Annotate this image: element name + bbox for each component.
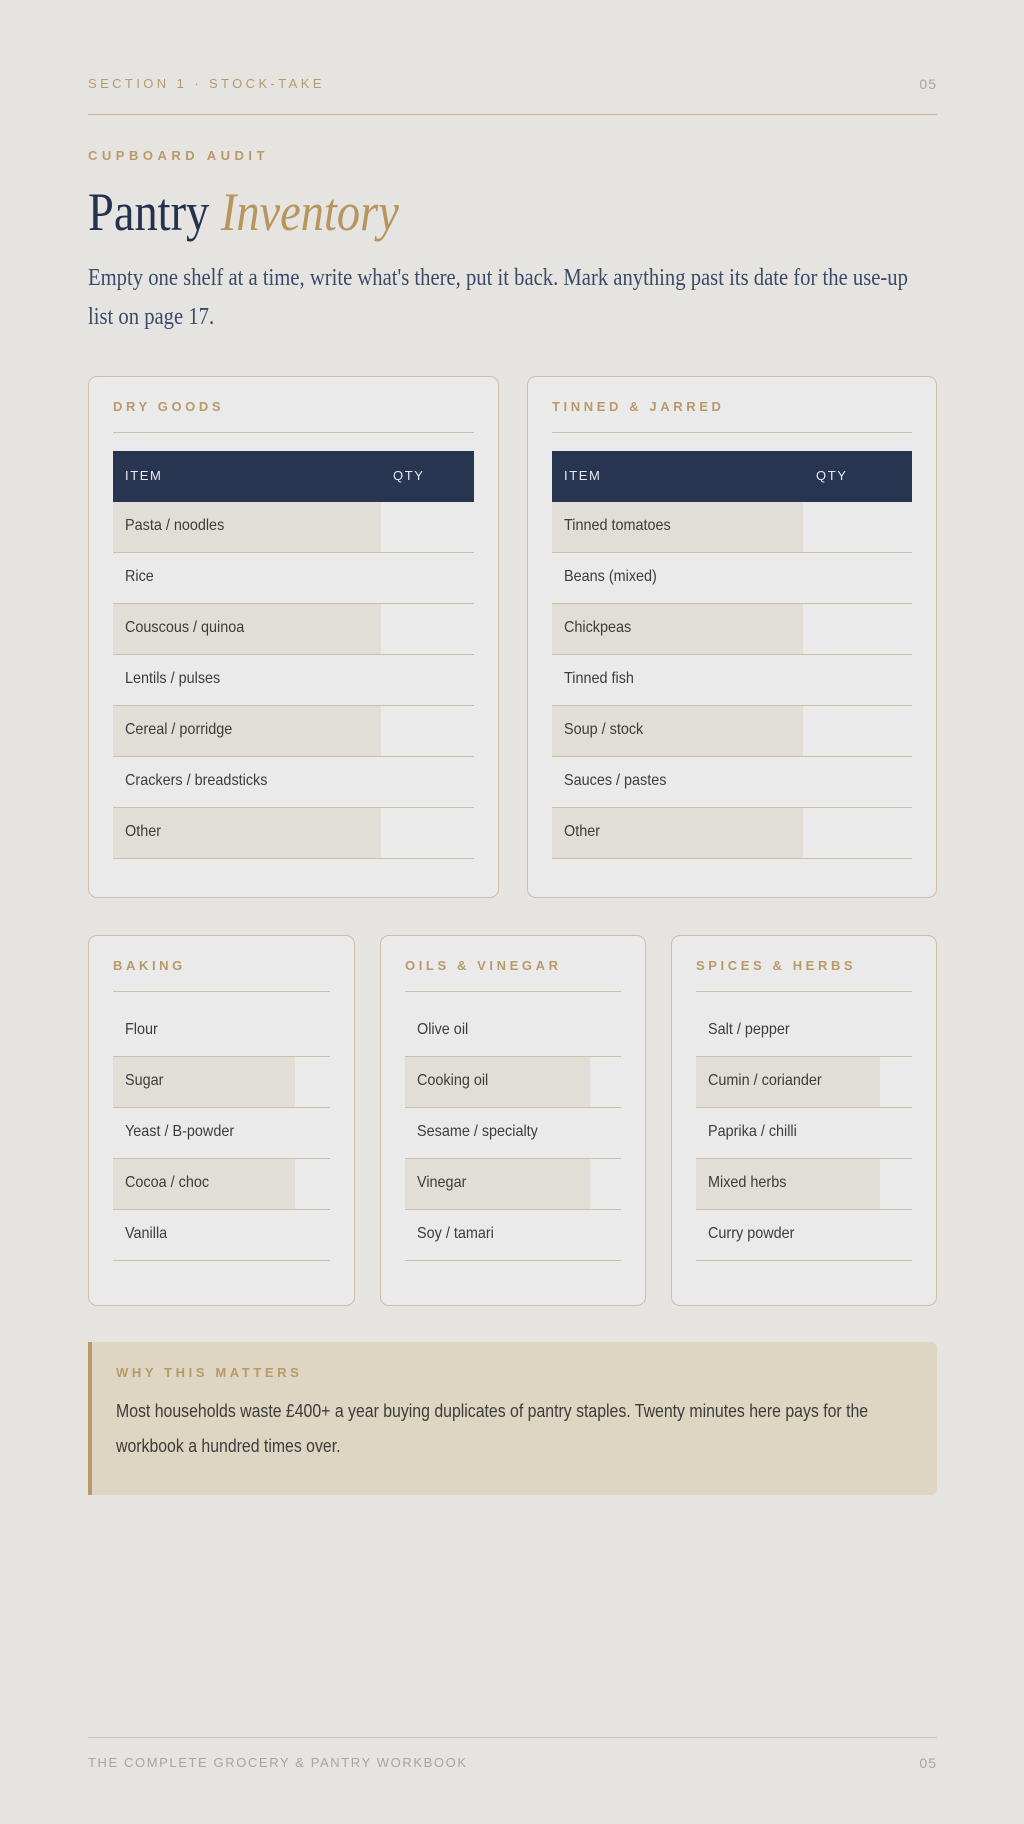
- card-divider: [113, 991, 330, 992]
- list-item[interactable]: [405, 1108, 621, 1159]
- list-item[interactable]: [696, 1108, 912, 1159]
- card-baking: [88, 935, 355, 1306]
- item-column-header: ITEM: [125, 468, 163, 483]
- table-row[interactable]: [552, 502, 912, 553]
- item-label: Salt / pepper: [708, 1021, 790, 1038]
- table-row[interactable]: [552, 706, 912, 757]
- footer-workbook-title: THE COMPLETE GROCERY & PANTRY WORKBOOK: [88, 1755, 468, 1770]
- callout-body: Most households waste £400+ a year buying duplicates of pantry staples. Twenty minutes here pays for the workbook a hundred times over.: [116, 1401, 869, 1456]
- table-header: [113, 451, 474, 502]
- list-item[interactable]: [113, 1006, 330, 1057]
- card-divider: [552, 432, 912, 433]
- item-label: Sauces / pastes: [564, 772, 667, 789]
- item-label: Rice: [125, 568, 154, 585]
- item-label: Tinned fish: [564, 670, 634, 687]
- table-row[interactable]: [113, 604, 474, 655]
- item-label: Sugar: [125, 1072, 164, 1089]
- list-item[interactable]: [696, 1057, 912, 1108]
- page-footer: [88, 1737, 937, 1778]
- item-label: Soy / tamari: [417, 1225, 494, 1242]
- card-dry-goods: [88, 376, 499, 898]
- item-label: Other: [125, 823, 162, 840]
- item-label: Sesame / specialty: [417, 1123, 538, 1140]
- item-label: Tinned tomatoes: [564, 517, 671, 534]
- footer-page-number: 05: [919, 1755, 937, 1771]
- list-item[interactable]: [113, 1159, 330, 1210]
- card-oils-vinegar: [380, 935, 646, 1306]
- item-label: Chickpeas: [564, 619, 632, 636]
- card-title: OILS & VINEGAR: [405, 958, 562, 973]
- item-label: Paprika / chilli: [708, 1123, 797, 1140]
- item-label: Cocoa / choc: [125, 1174, 210, 1191]
- list-item[interactable]: [696, 1006, 912, 1057]
- item-label: Pasta / noodles: [125, 517, 225, 534]
- item-label: Beans (mixed): [564, 568, 657, 585]
- card-title: TINNED & JARRED: [552, 399, 725, 414]
- header-page-number: 05: [919, 76, 937, 92]
- item-label: Mixed herbs: [708, 1174, 787, 1191]
- item-label: Cumin / coriander: [708, 1072, 822, 1089]
- qty-column-header: QTY: [393, 468, 425, 483]
- list-item[interactable]: [405, 1006, 621, 1057]
- card-divider: [696, 991, 912, 992]
- item-label: Flour: [125, 1021, 158, 1038]
- section-label: SECTION 1 · STOCK-TAKE: [88, 76, 325, 91]
- card-title: SPICES & HERBS: [696, 958, 857, 973]
- list-item[interactable]: [113, 1057, 330, 1108]
- card-title: DRY GOODS: [113, 399, 225, 414]
- list-item[interactable]: [113, 1210, 330, 1261]
- item-column-header: ITEM: [564, 468, 602, 483]
- page-title: [88, 180, 399, 244]
- item-label: Yeast / B-powder: [125, 1123, 235, 1140]
- workbook-page: [88, 0, 937, 1824]
- title-accent: Inventory: [220, 182, 399, 242]
- item-label: Cereal / porridge: [125, 721, 233, 738]
- list-item[interactable]: [405, 1210, 621, 1261]
- table-row[interactable]: [113, 757, 474, 808]
- item-label: Other: [564, 823, 601, 840]
- table-row[interactable]: [552, 808, 912, 859]
- item-label: Curry powder: [708, 1225, 795, 1242]
- list-item[interactable]: [696, 1159, 912, 1210]
- item-label: Lentils / pulses: [125, 670, 221, 687]
- table-row[interactable]: [113, 655, 474, 706]
- table-row[interactable]: [552, 553, 912, 604]
- table-row[interactable]: [113, 502, 474, 553]
- callout-title: WHY THIS MATTERS: [116, 1365, 303, 1380]
- table-header: [552, 451, 912, 502]
- list-item[interactable]: [696, 1210, 912, 1261]
- table-row[interactable]: [113, 706, 474, 757]
- item-label: Cooking oil: [417, 1072, 489, 1089]
- title-main: Pantry: [88, 182, 210, 242]
- item-label: Vinegar: [417, 1174, 467, 1191]
- card-divider: [405, 991, 621, 992]
- item-label: Vanilla: [125, 1225, 168, 1242]
- qty-column-header: QTY: [816, 468, 848, 483]
- card-divider: [113, 432, 474, 433]
- callout-box: [88, 1342, 937, 1495]
- item-label: Olive oil: [417, 1021, 469, 1038]
- eyebrow-label: CUPBOARD AUDIT: [88, 148, 269, 163]
- card-spices-herbs: [671, 935, 937, 1306]
- table-row[interactable]: [113, 553, 474, 604]
- list-item[interactable]: [113, 1108, 330, 1159]
- table-row[interactable]: [113, 808, 474, 859]
- table-row[interactable]: [552, 757, 912, 808]
- item-label: Soup / stock: [564, 721, 644, 738]
- list-item[interactable]: [405, 1159, 621, 1210]
- item-label: Couscous / quinoa: [125, 619, 245, 636]
- table-row[interactable]: [552, 655, 912, 706]
- card-title: BAKING: [113, 958, 186, 973]
- list-item[interactable]: [405, 1057, 621, 1108]
- item-label: Crackers / breadsticks: [125, 772, 268, 789]
- intro-text: Empty one shelf at a time, write what's there, put it back. Mark anything past its date for the use-up list on page 17.: [88, 265, 908, 330]
- table-row[interactable]: [552, 604, 912, 655]
- running-header: [88, 76, 937, 115]
- card-tinned-jarred: [527, 376, 937, 898]
